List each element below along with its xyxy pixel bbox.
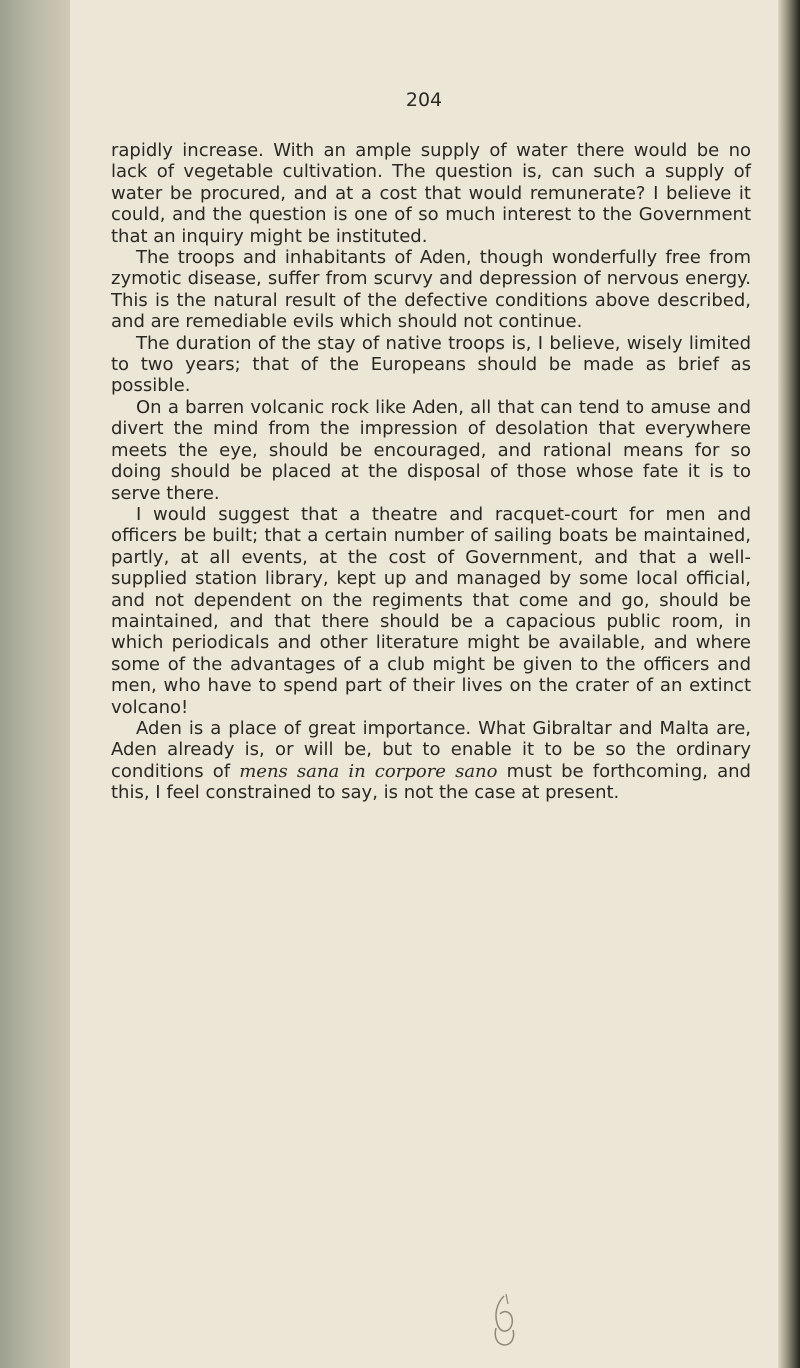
paragraph-text: Aden is a place of great importance. What Gibraltar and Malta are, Aden already is, or will be, but to enable it to be so the ordinary conditions of: [111, 717, 751, 782]
paragraph: On a barren volcanic rock like Aden, all that can tend to amuse and divert the mind from the impression of desolation that everywhere meets the eye, should be encouraged, and rational means for so doing should be placed at the disposal of those whose fate it is to serve there.: [111, 396, 751, 504]
book-page: [70, 0, 778, 1368]
paragraph: [111, 718, 751, 804]
latin-phrase: mens sana in corpore sano: [239, 760, 498, 782]
paragraph: The duration of the stay of native troops is, I believe, wisely limited to two years; that of the Europeans should be made as brief as possible.: [111, 332, 751, 397]
library-stamp-icon: [486, 1292, 522, 1348]
paragraph-text: must be forthcoming, and this, I feel constrained to say, is not the case at present.: [111, 760, 751, 804]
paragraph: rapidly increase. With an ample supply of water there would be no lack of vegetable cultivation. The question is, can such a supply of water be procured, and at a cost that would remunerate? I believe it could, and the question is one of so much interest to the Government that an inquiry might be instituted.: [111, 140, 751, 247]
page-number: 204: [405, 89, 443, 111]
page-body: [111, 140, 751, 804]
paragraph: The troops and inhabitants of Aden, though wonderfully free from zymotic disease, suffer from scurvy and depression of nervous energy. This is the natural result of the defective conditions above described, and are remediable evils which should not continue.: [111, 247, 751, 333]
book-fore-edge: [778, 0, 800, 1368]
paragraph: I would suggest that a theatre and racquet-court for men and officers be built; that a certain number of sailing boats be maintained, partly, at all events, at the cost of Government, and that a well-supplied station library, kept up and managed by some local official, and not dependent on the regiments that come and go, should be maintained, and that there should be a capacious public room, in which periodicals and other literature might be available, and where some of the advantages of a club might be given to the officers and men, who have to spend part of their lives on the crater of an extinct volcano!: [111, 503, 751, 718]
book-gutter: [0, 0, 70, 1368]
